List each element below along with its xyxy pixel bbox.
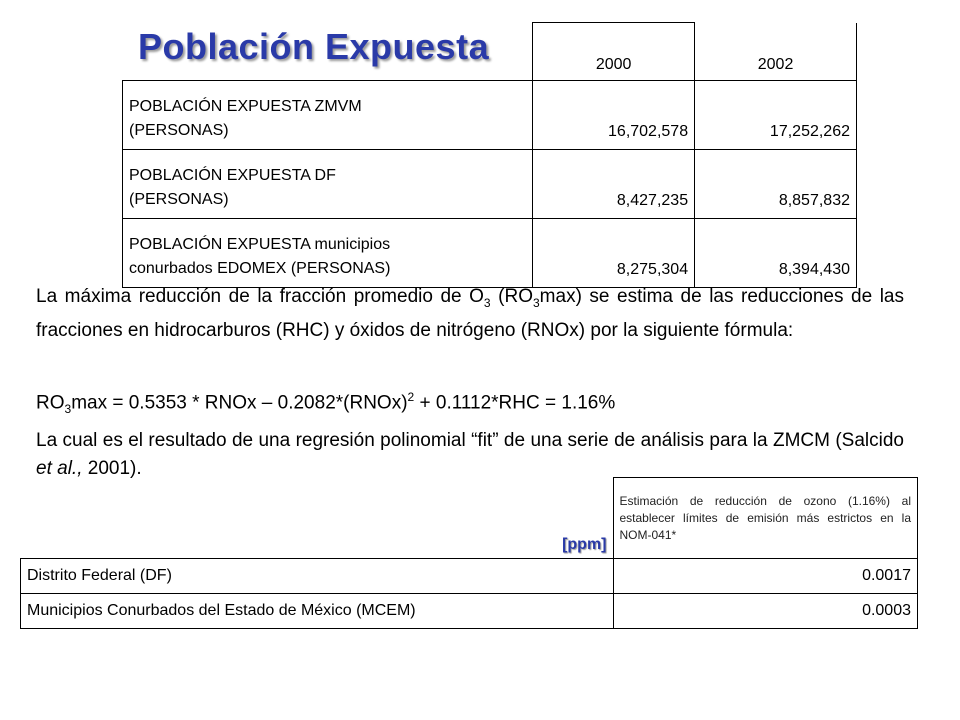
regression-paragraph: La cual es el resultado de una regresión polinomial “fit” de una serie de análisis para la ZMCM (Salcido et al., 2001). — [36, 430, 904, 479]
table-row — [123, 81, 857, 150]
page-title: Población Expuesta — [138, 26, 490, 67]
row-value: 0.0017 — [613, 559, 918, 594]
row-label: Municipios Conurbados del Estado de México (MCEM) — [21, 594, 614, 629]
unit-label: [ppm] — [21, 478, 614, 559]
table-row — [123, 150, 857, 219]
table-row — [21, 594, 918, 629]
formula: $RO_3\max = 0.5353$ * RNOx – 0.2082*(RNOx)$^2$ + 0.1112*RHC = 1.16% — [36, 390, 616, 417]
row-label: POBLACIÓN EXPUESTA ZMVM (PERSONAS) — [123, 81, 533, 150]
value-2000: 8,275,304 — [533, 219, 695, 288]
year-header: 2000 — [533, 23, 695, 81]
row-label: Distrito Federal (DF) — [21, 559, 614, 594]
intro-paragraph: La máxima reducción de la fracción promedio de $O_3$ $(RO_3\max)$ se estima de las reducciones de las fracciones en hidrocarburos (RHC) y óxidos de nitrógeno (RNOx) por la siguiente fórmula: — [36, 286, 904, 341]
reduction-table-header — [21, 478, 918, 559]
column-header: Estimación de reducción de ozono (1.16%) al establecer límites de emisión más estrictos en la NOM-041* — [613, 478, 918, 559]
value-2002: 17,252,262 — [695, 81, 857, 150]
row-label: POBLACIÓN EXPUESTA municipios conurbados EDOMEX (PERSONAS) — [123, 219, 533, 288]
year-header: 2002 — [695, 23, 857, 81]
reduction-table — [20, 477, 918, 629]
row-label: POBLACIÓN EXPUESTA DF (PERSONAS) — [123, 150, 533, 219]
row-value: 0.0003 — [613, 594, 918, 629]
value-2002: 8,857,832 — [695, 150, 857, 219]
table-row — [123, 219, 857, 288]
value-2002: 8,394,430 — [695, 219, 857, 288]
value-2000: 8,427,235 — [533, 150, 695, 219]
value-2000: 16,702,578 — [533, 81, 695, 150]
table-row — [21, 559, 918, 594]
